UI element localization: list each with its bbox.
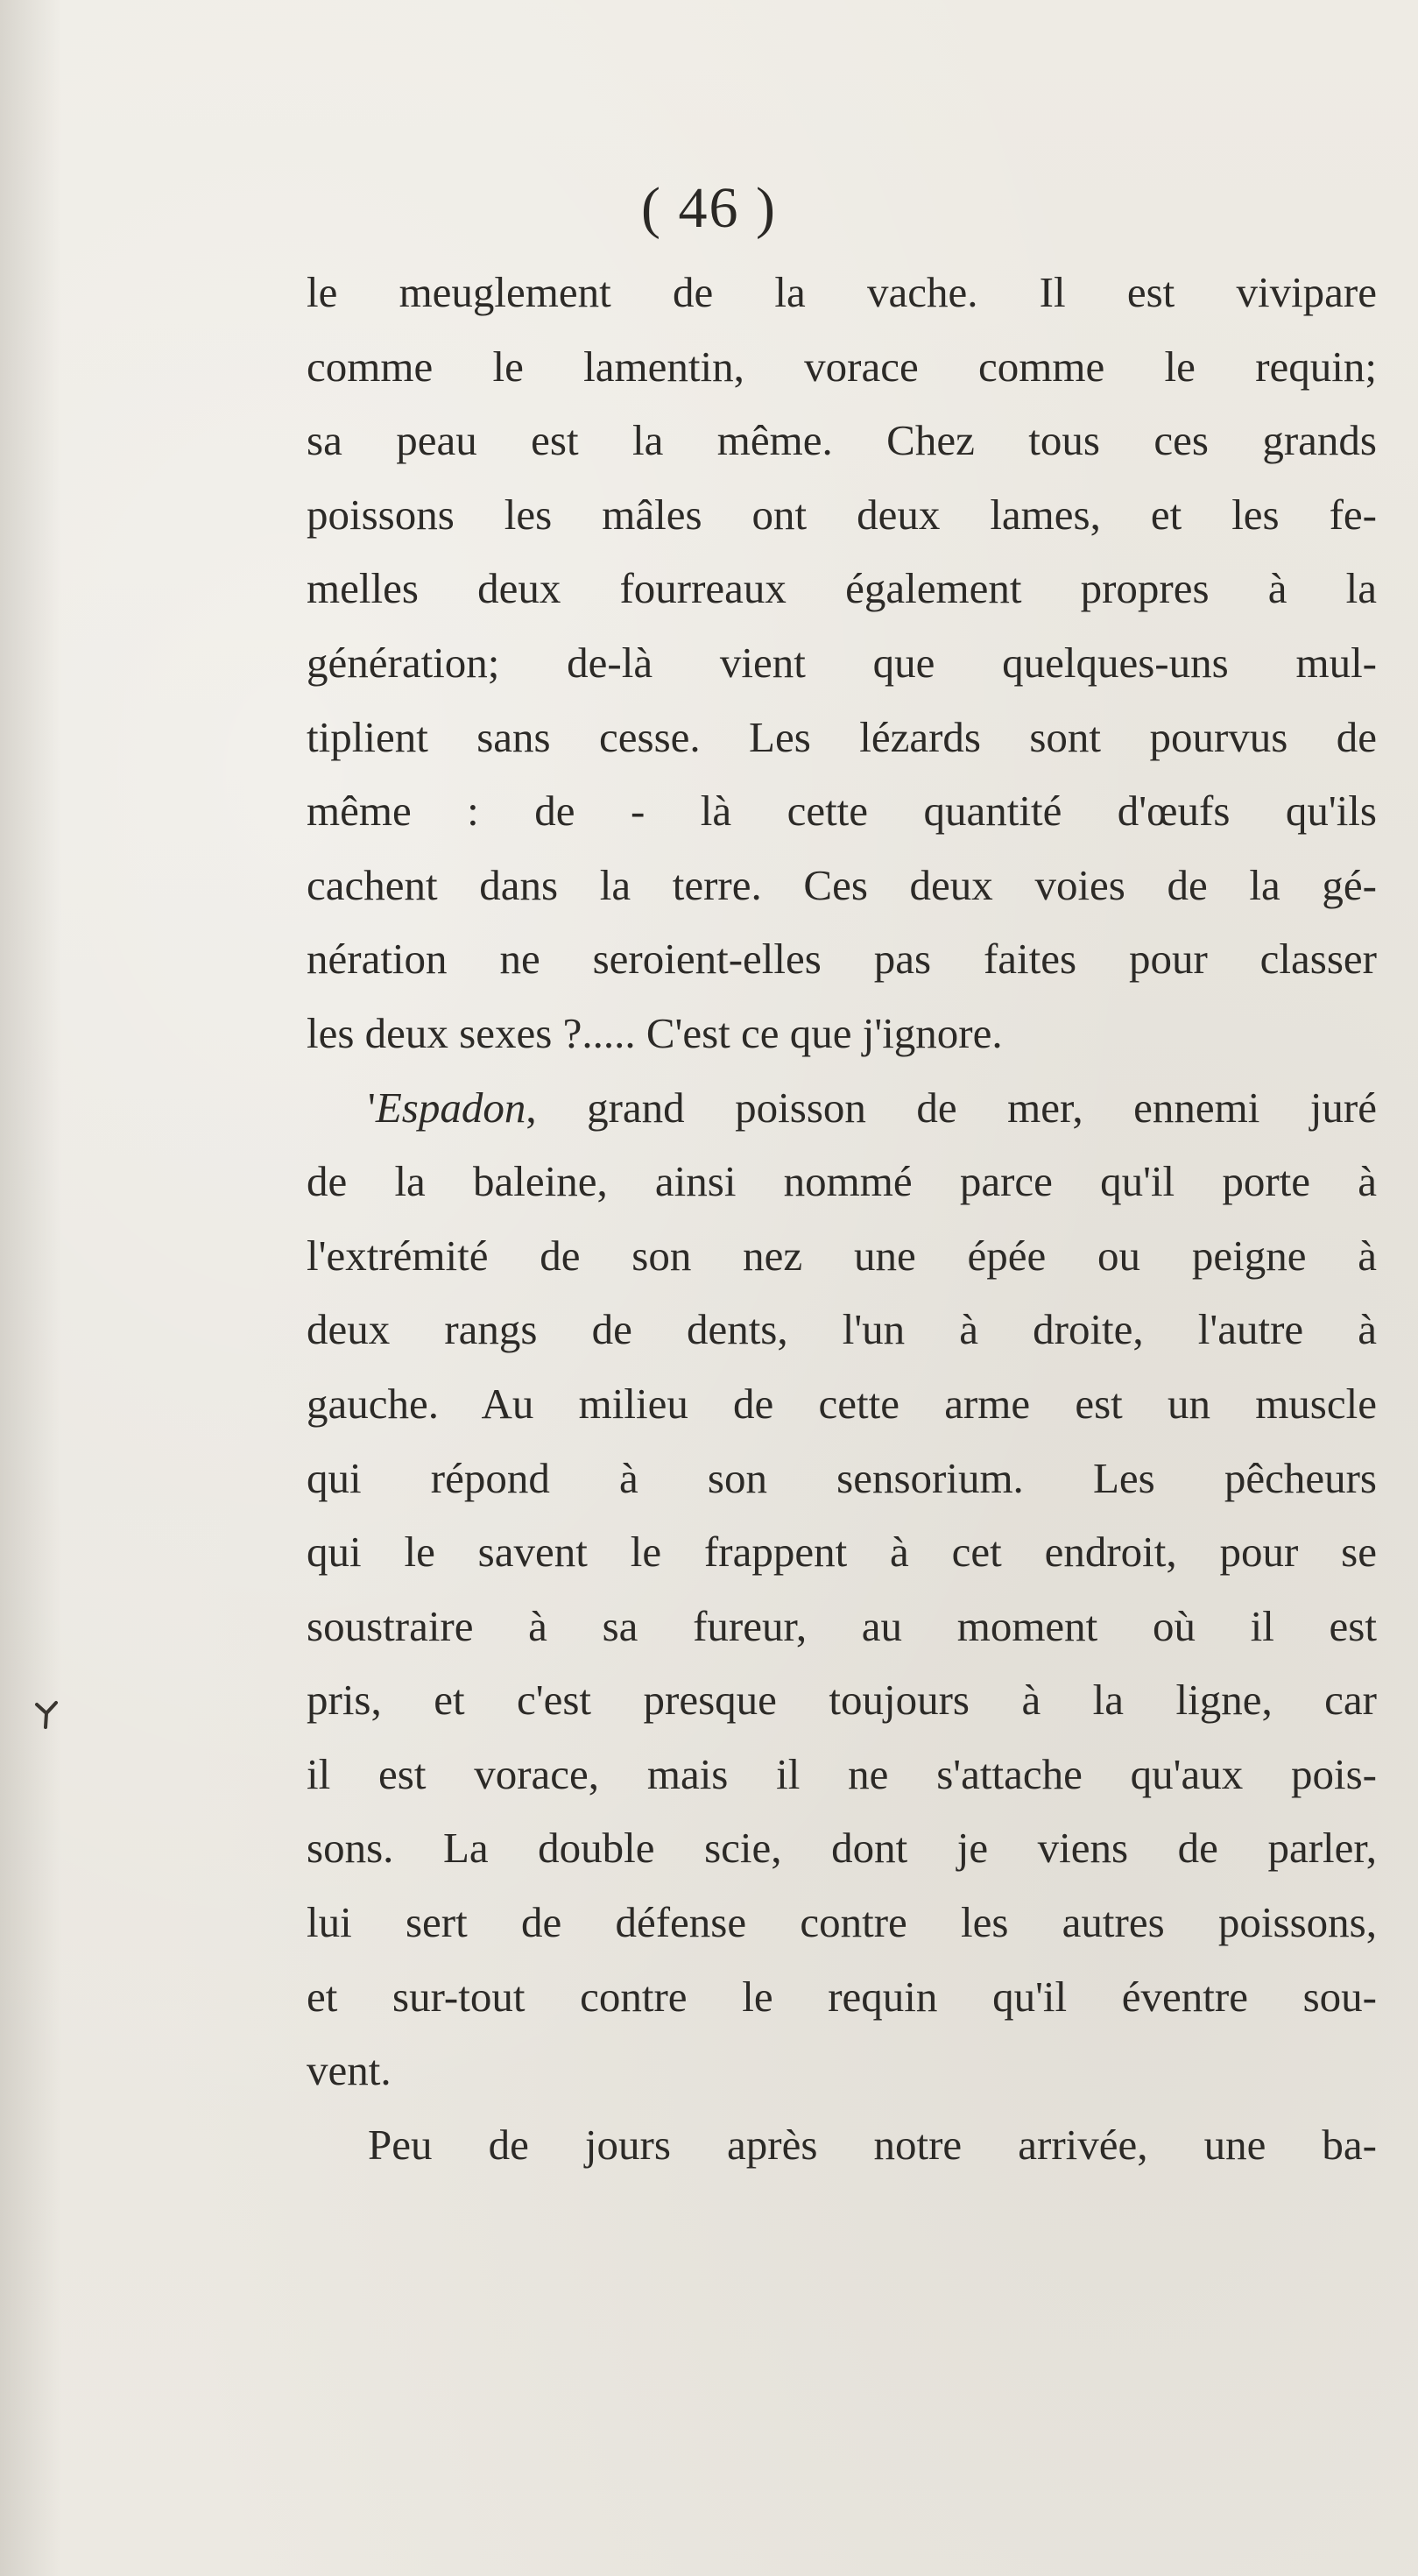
text-line: cachent dans la terre. Ces deux voies de la gé- — [307, 860, 1377, 909]
text-line: nération ne seroient-elles pas faites pour classer — [307, 935, 1377, 984]
text-line: le meuglement de la vache. Il est vivipare — [307, 268, 1377, 316]
text-line: sa peau est la même. Chez tous ces grands — [307, 416, 1377, 465]
entry-term: Espadon — [375, 1083, 526, 1132]
text-line: pris, et c'est presque toujours à la ligne, car — [307, 1676, 1377, 1725]
lead-marker: ' — [368, 1083, 376, 1132]
binding-shadow — [0, 0, 61, 2576]
text-line: de la baleine, ainsi nommé parce qu'il porte à — [307, 1157, 1377, 1206]
paragraph-3 — [307, 2108, 1377, 2183]
text-line: sons. La double scie, dont je viens de parler, — [307, 1824, 1377, 1873]
text-line: vent. — [307, 2046, 392, 2095]
paragraph-1 — [307, 256, 1377, 1071]
text-line: gauche. Au milieu de cette arme est un muscle — [307, 1379, 1377, 1428]
text-line: comme le lamentin, vorace comme le requin; — [307, 342, 1377, 391]
text-line: Peu de jours après notre arrivée, une ba- — [368, 2120, 1377, 2169]
text-line-lead — [307, 1071, 1377, 1146]
text-line: tiplient sans cesse. Les lézards sont pourvus de — [307, 712, 1377, 761]
text-line: deux rangs de dents, l'un à droite, l'autre à — [307, 1305, 1377, 1354]
text-line: melles deux fourreaux également propres à la — [307, 564, 1377, 613]
text-line: et sur-tout contre le requin qu'il éventre sou- — [307, 1972, 1377, 2021]
text-line: lui sert de défense contre les autres poissons, — [307, 1898, 1377, 1947]
text-line: il est vorace, mais il ne s'attache qu'aux pois- — [307, 1749, 1377, 1798]
text-line: génération; de-là vient que quelques-uns mul- — [307, 638, 1377, 687]
text-line: poissons les mâles ont deux lames, et les fe- — [307, 490, 1377, 539]
lead-rest: , grand poisson de mer, ennemi juré — [526, 1083, 1377, 1132]
text-line: les deux sexes ?..... C'est ce que j'ignore. — [307, 1008, 1003, 1057]
text-line: soustraire à sa fureur, au moment où il est — [307, 1601, 1377, 1650]
body-text — [307, 256, 1377, 2182]
text-line: l'extrémité de son nez une épée ou peigne à — [307, 1231, 1377, 1280]
text-line: même : de - là cette quantité d'œufs qu'ils — [307, 787, 1377, 836]
margin-ink-mark-icon — [33, 1697, 60, 1733]
paragraph-2 — [307, 1071, 1377, 2108]
text-line: qui répond à son sensorium. Les pêcheurs — [307, 1453, 1377, 1502]
text-line: qui le savent le frappent à cet endroit, pour se — [307, 1528, 1377, 1577]
page-number: ( 46 ) — [641, 176, 777, 240]
